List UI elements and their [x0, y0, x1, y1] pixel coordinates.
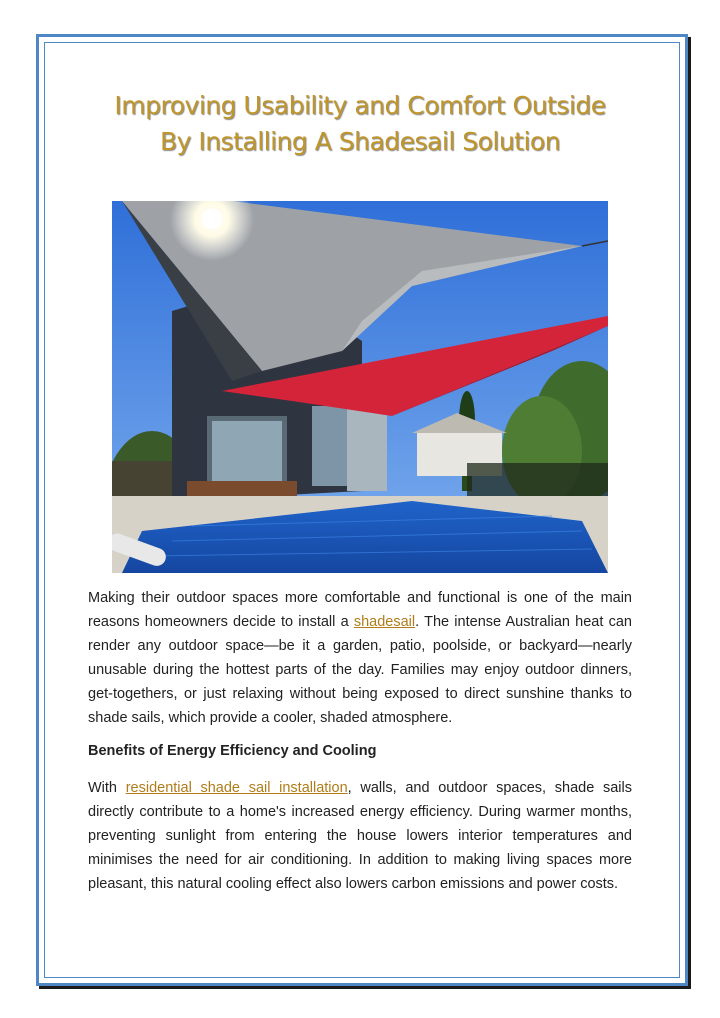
intro-paragraph	[88, 586, 632, 730]
energy-text-before: With	[88, 780, 126, 796]
shadesail-link[interactable]: shadesail	[353, 614, 416, 630]
section-heading: Benefits of Energy Efficiency and Cooling	[88, 743, 377, 759]
hero-image	[112, 201, 608, 573]
intro-text-before: Making their outdoor spaces more comfortable and functional is one of the main reasons homeowners decide to install a	[88, 590, 632, 630]
energy-paragraph	[88, 776, 632, 896]
intro-text-after: . The intense Australian heat can render any outdoor space—be it a garden, patio, poolside, or backyard—nearly unusable during the hottest parts of the day. Families may enjoy outdoor dinners, get-togethers, or just relaxing without being exposed to direct sunshine thanks to shade sails, which provide a cooler, shaded atmosphere.	[88, 614, 632, 726]
document-title	[40, 88, 680, 160]
residential-installation-link[interactable]: residential shade sail installation	[125, 780, 348, 796]
title-line-2: By Installing A Shadesail Solution	[159, 127, 561, 156]
energy-text-after: , walls, and outdoor spaces, shade sails directly contribute to a home's increased energy efficiency. During warmer months, preventing sunlight from entering the house lowers interior temperatures and minimises the need for air conditioning. In addition to making living spaces more pleasant, this natural cooling effect also lowers carbon emissions and power costs.	[88, 780, 632, 892]
title-line-1: Improving Usability and Comfort Outside	[114, 91, 606, 120]
shade-sail-photo	[112, 201, 608, 573]
